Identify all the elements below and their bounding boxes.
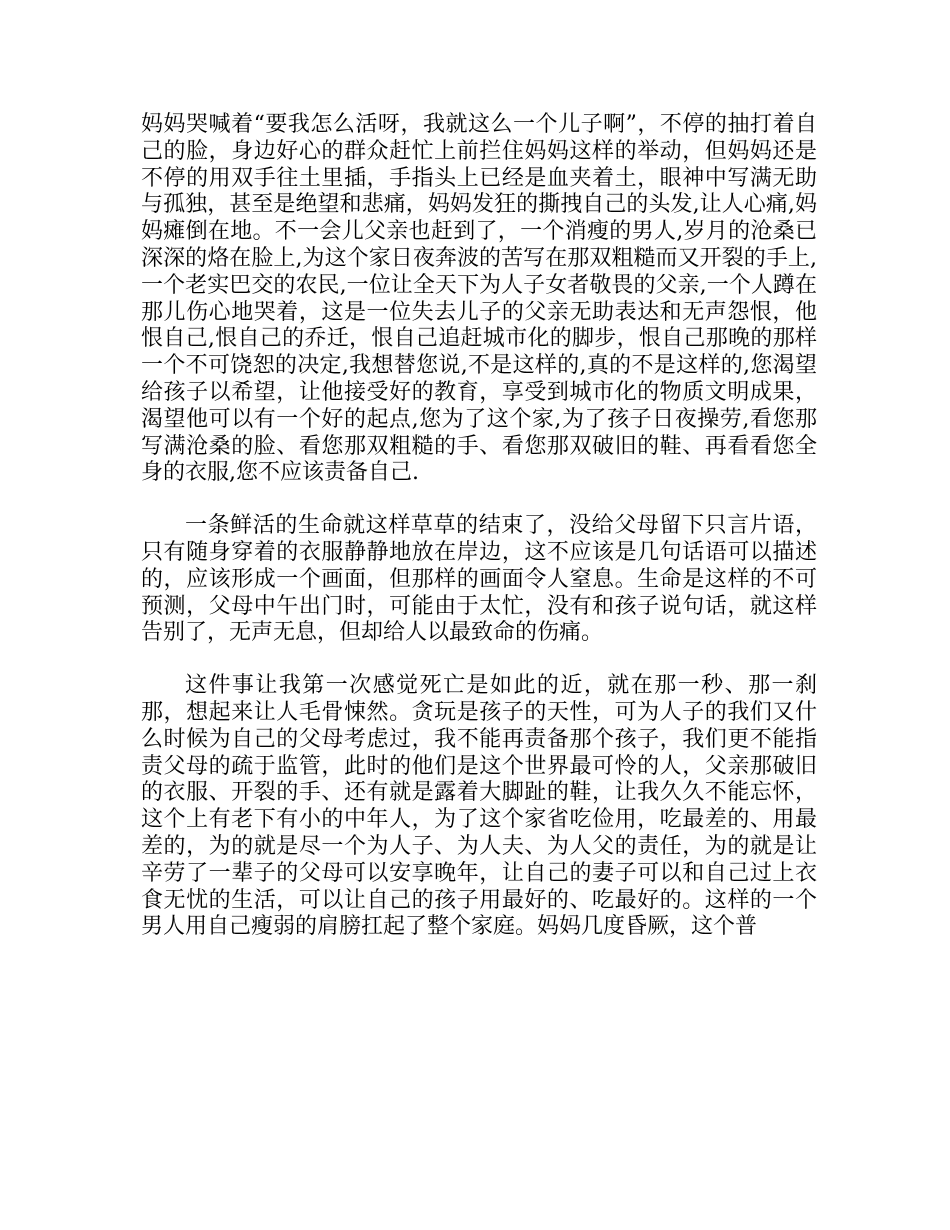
paragraph-2: 一条鲜活的生命就这样草草的结束了，没给父母留下只言片语，只有随身穿着的衣服静静地放在岸边，这不应该是几句话语可以描述的，应该形成一个画面，但那样的画面令人窒息。生命是这样的不可预测，父母中午出门时，可能由于太忙，没有和孩子说句话，就这样告别了，无声无息，但却给人以最致命的伤痛。 <box>141 513 817 646</box>
paragraph-1: 妈妈哭喊着“要我怎么活呀，我就这么一个儿子啊”，不停的抽打着自己的脸，身边好心的群众赶忙上前拦住妈妈这样的举动，但妈妈还是不停的用双手往土里插，手指头上已经是血夹着土，眼神中写满无助与孤独，甚至是绝望和悲痛，妈妈发狂的撕拽自己的头发,让人心痛,妈妈瘫倒在地。不一会儿父亲也赶到了，一个消瘦的男人,岁月的沧桑已深深的烙在脸上,为这个家日夜奔波的苦写在那双粗糙而又开裂的手上,一个老实巴交的农民,一位让全天下为人子女者敬畏的父亲,一个人蹲在那儿伤心地哭着，这是一位失去儿子的父亲无助表达和无声怨恨，他恨自己,恨自己的乔迁，恨自己追赶城市化的脚步，恨自己那晚的那样一个不可饶恕的决定,我想替您说,不是这样的,真的不是这样的,您渴望给孩子以希望，让他接受好的教育，享受到城市化的物质文明成果，渴望他可以有一个好的起点,您为了这个家,为了孩子日夜操劳,看您那写满沧桑的脸、看您那双粗糙的手、看您那双破旧的鞋、再看看您全身的衣服,您不应该责备自己. <box>141 112 817 486</box>
paragraph-3: 这件事让我第一次感觉死亡是如此的近，就在那一秒、那一刹那，想起来让人毛骨悚然。贪玩是孩子的天性，可为人子的我们又什么时候为自己的父母考虑过，我不能再责备那个孩子，我们更不能指责父母的疏于监管，此时的他们是这个世界最可怜的人，父亲那破旧的衣服、开裂的手、还有就是露着大脚趾的鞋，让我久久不能忘怀，这个上有老下有小的中年人，为了这个家省吃俭用，吃最差的、用最差的，为的就是尽一个为人子、为人夫、为人父的责任，为的就是让辛劳了一辈子的父母可以安享晚年，让自己的妻子可以和自己过上衣食无忧的生活，可以让自己的孩子用最好的、吃最好的。这样的一个男人用自己瘦弱的肩膀扛起了整个家庭。妈妈几度昏厥，这个普 <box>141 673 817 940</box>
document-body <box>141 112 817 941</box>
